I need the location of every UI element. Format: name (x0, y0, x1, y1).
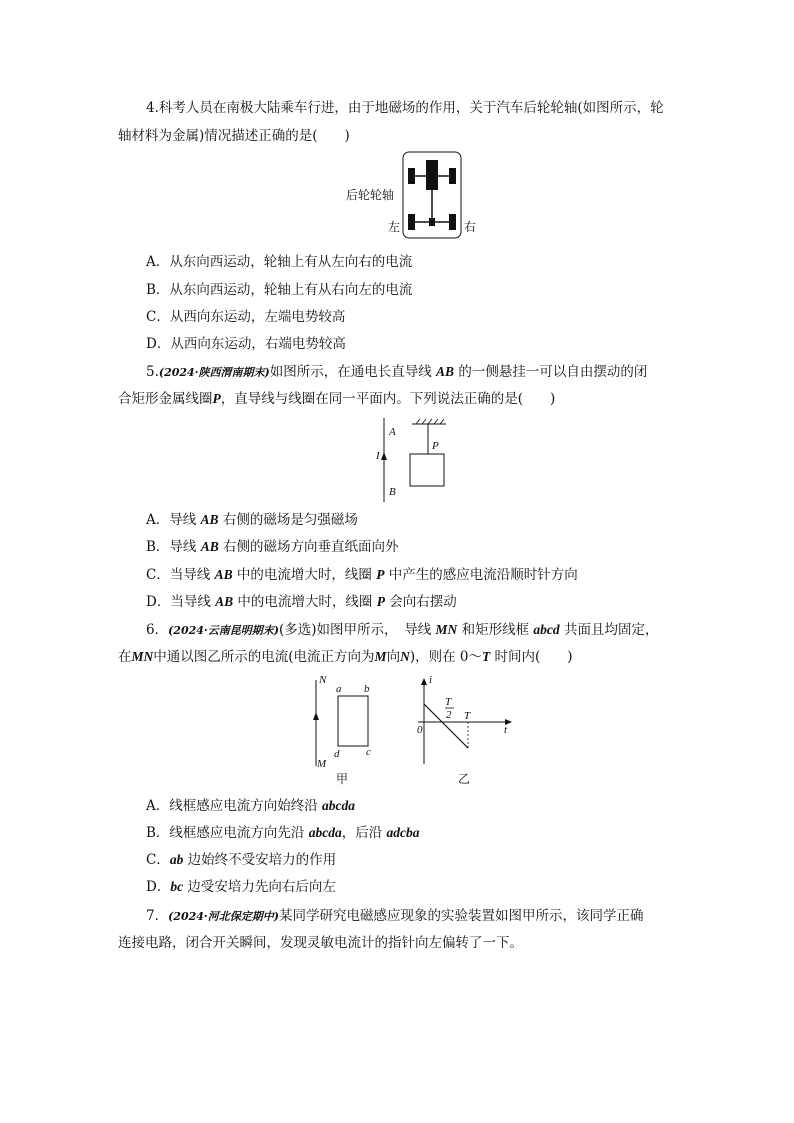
current-time-graph (412, 674, 522, 770)
q4-option-b[interactable]: B．从东向西运动，轮轴上有从右向左的电流 (146, 282, 413, 298)
q4-label-axle: 后轮轮轴 (346, 188, 395, 202)
q6-graph-label-i: i (429, 674, 433, 686)
q6-figure-jia (306, 674, 386, 786)
q6-figure-yi (412, 674, 522, 786)
q4-label-right: 右 (464, 220, 477, 234)
q5-source: (2024·陕西渭南期末) (158, 366, 270, 379)
q6-label-n: N (319, 674, 327, 686)
q6-option-a[interactable]: A．线框感应电流方向始终沿 abcda (146, 798, 356, 814)
q6-graph-label-half-t-den: 2 (446, 709, 452, 721)
q5-option-c[interactable]: C．当导线 AB 中的电流增大时，线圈 P 中产生的感应电流沿顺时针方向 (146, 567, 578, 583)
q4-option-d[interactable]: D．从西向东运动，右端电势较高 (146, 336, 346, 352)
q6-label-m: M (317, 758, 327, 770)
q6-label-a: a (336, 683, 342, 695)
q6-option-b[interactable]: B．线框感应电流方向先沿 abcda，后沿 adcba (146, 825, 420, 841)
q7-source: (2024·河北保定期中) (168, 910, 279, 923)
q6-graph-label-t: t (504, 724, 508, 736)
q6-source: (2024·云南昆明期末) (168, 624, 279, 637)
q5-label-i: I (376, 450, 380, 462)
q6-graph-label-origin: 0 (417, 724, 423, 736)
wire-loop-diagram (368, 416, 458, 508)
q6-caption-jia: 甲 (336, 772, 349, 786)
q4-figure (340, 150, 490, 240)
q4-label-left: 左 (388, 220, 401, 234)
q4-stem-line2: 轴材料为金属)情况描述正确的是( ) (118, 128, 350, 144)
q6-label-d: d (334, 748, 340, 760)
q4-option-c[interactable]: C．从西向东运动，左端电势较高 (146, 309, 346, 325)
q5-label-b: B (389, 486, 396, 498)
q5-option-b[interactable]: B．导线 AB 右侧的磁场方向垂直纸面向外 (146, 539, 399, 555)
wire-frame-diagram (306, 674, 386, 770)
q6-option-d[interactable]: D．bc 边受安培力先向右后向左 (146, 879, 336, 895)
q6-stem-line2: 在MN中通以图乙所示的电流(电流正方向为M向N)，则在 0～T 时间内( ) (118, 649, 573, 665)
q6-option-c[interactable]: C．ab 边始终不受安培力的作用 (146, 852, 337, 868)
q5-label-a: A (389, 426, 396, 438)
q5-option-d[interactable]: D．当导线 AB 中的电流增大时，线圈 P 会向右摆动 (146, 594, 457, 610)
q6-graph-label-half-t-num: T (445, 696, 452, 708)
q6-stem-line1: 6．(2024·云南昆明期末)(多选)如图甲所示， 导线 MN 和矩形线框 abcd 共面且均固定， (146, 622, 659, 638)
q4-option-a[interactable]: A．从东向西运动，轮轴上有从左向右的电流 (146, 254, 413, 270)
q6-graph-label-t-cap: T (464, 710, 471, 722)
q4-stem-line1: 4.科考人员在南极大陆乘车行进，由于地磁场的作用，关于汽车后轮轮轴(如图所示，轮 (146, 100, 664, 116)
q5-stem-line2: 合矩形金属线圈P，直导线与线圈在同一平面内。下列说法正确的是( ) (118, 391, 556, 407)
q6-caption-yi: 乙 (458, 772, 471, 786)
q6-label-c: c (366, 746, 371, 758)
q5-figure (368, 416, 458, 508)
q7-stem-line1: 7．(2024·河北保定期中)某同学研究电磁感应现象的实验装置如图甲所示，该同学正确 (146, 908, 644, 924)
q7-stem-line2: 连接电路，闭合开关瞬间，发现灵敏电流计的指针向左偏转了一下。 (118, 935, 523, 951)
q5-label-p: P (432, 440, 439, 452)
q5-stem-line1: 5.(2024·陕西渭南期末)如图所示，在通电长直导线 AB 的一侧悬挂一可以自由摆动的闭 (146, 364, 648, 380)
q5-option-a[interactable]: A．导线 AB 右侧的磁场是匀强磁场 (146, 512, 358, 528)
q6-label-b: b (364, 683, 370, 695)
